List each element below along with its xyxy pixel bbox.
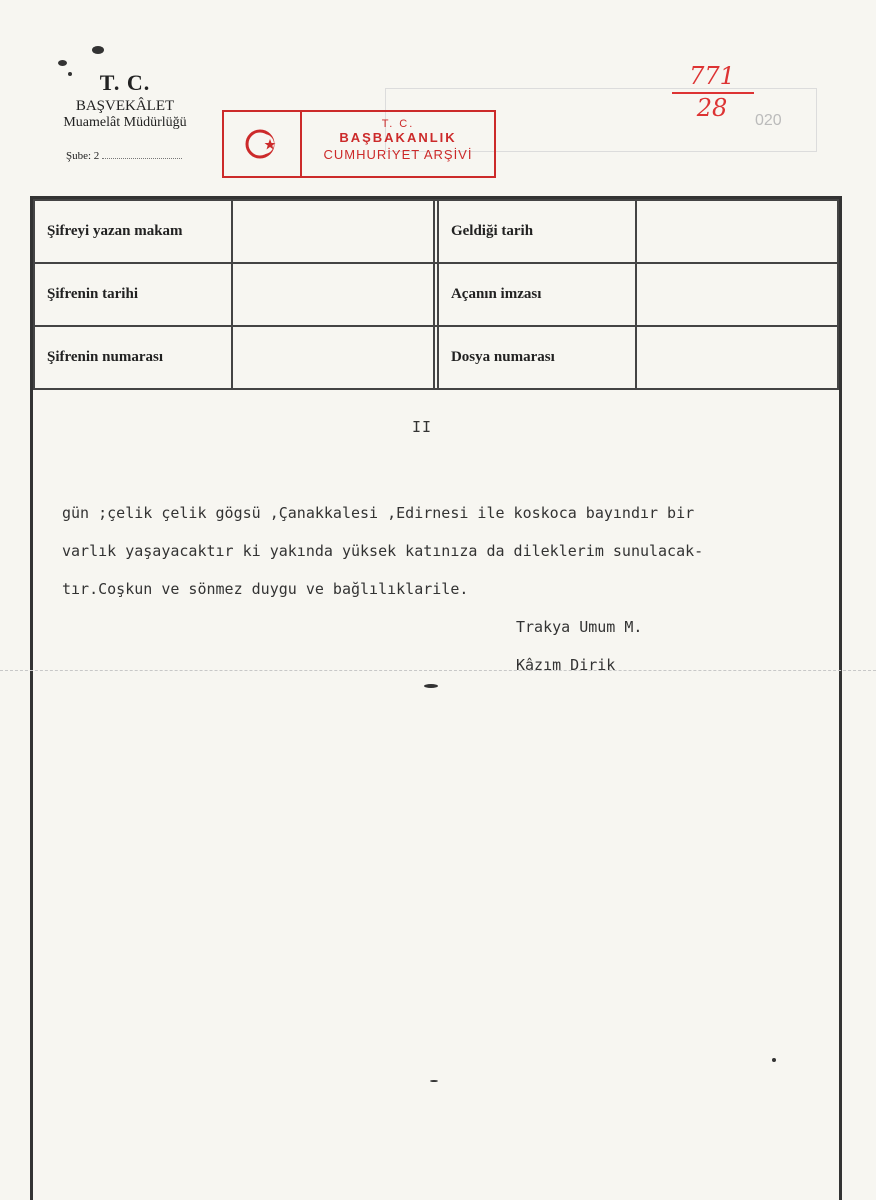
reference-suffix: 020	[755, 112, 782, 129]
cipher-header-table	[33, 199, 839, 390]
paper-fold-line	[0, 670, 876, 671]
letterhead-branch	[66, 150, 182, 162]
field-label-writer: Şifreyi yazan makam	[34, 200, 232, 263]
letterhead	[40, 70, 210, 162]
stamp-emblem	[224, 112, 302, 176]
archive-stamp	[222, 110, 496, 178]
message-line: gün ;çelik çelik gögsü ,Çanakkalesi ,Edirnesi ile koskoca bayındır bir	[62, 504, 695, 522]
signature-name: Kâzım Dirik	[516, 656, 616, 674]
field-label-cipher-date: Şifrenin tarihi	[34, 263, 232, 326]
ink-speck	[68, 72, 72, 76]
cipher-frame	[30, 196, 842, 1200]
field-value-opener-signature	[636, 263, 838, 326]
field-value-cipher-date	[232, 263, 434, 326]
handwritten-ref-bottom: 28	[696, 94, 728, 122]
table-row	[34, 326, 838, 389]
message-paragraph	[62, 494, 862, 608]
ink-speck	[92, 46, 104, 54]
stamp-line-archive: CUMHURİYET ARŞİVİ	[323, 147, 473, 162]
field-label-arrival-date: Geldiği tarih	[438, 200, 636, 263]
field-value-arrival-date	[636, 200, 838, 263]
ink-speck	[430, 1080, 438, 1082]
signature-block	[516, 608, 642, 684]
ink-speck	[772, 1058, 776, 1062]
field-label-cipher-number: Şifrenin numarası	[34, 326, 232, 389]
field-value-file-number	[636, 326, 838, 389]
page-marker: II	[412, 418, 433, 436]
message-line: tır.Coşkun ve sönmez duygu ve bağlılıklarile.	[62, 580, 469, 598]
message-line: varlık yaşayacaktır ki yakında yüksek katınıza da dileklerim sunulacak-	[62, 542, 704, 560]
handwritten-ref-top: 771	[689, 62, 735, 90]
ink-speck	[58, 60, 67, 66]
stamp-line-office: BAŞBAKANLIK	[339, 130, 457, 145]
letterhead-branch-label: Şube: 2	[66, 150, 100, 162]
field-label-file-number: Dosya numarası	[438, 326, 636, 389]
letterhead-office: BAŞVEKÂLET	[75, 98, 175, 114]
crescent-star-icon	[242, 124, 282, 164]
table-row	[34, 263, 838, 326]
letterhead-department: Muamelât Müdürlüğü	[63, 115, 187, 130]
stamp-text	[302, 112, 494, 176]
field-value-cipher-number	[232, 326, 434, 389]
stamp-line-state: T. C.	[381, 118, 415, 130]
field-value-writer	[232, 200, 434, 263]
signature-title: Trakya Umum M.	[516, 618, 643, 636]
table-row	[34, 200, 838, 263]
branch-dotted-line	[102, 158, 182, 159]
letterhead-state: T. C.	[99, 70, 151, 95]
ink-speck	[424, 684, 438, 688]
field-label-opener-signature: Açanın imzası	[438, 263, 636, 326]
handwritten-reference	[672, 62, 752, 122]
